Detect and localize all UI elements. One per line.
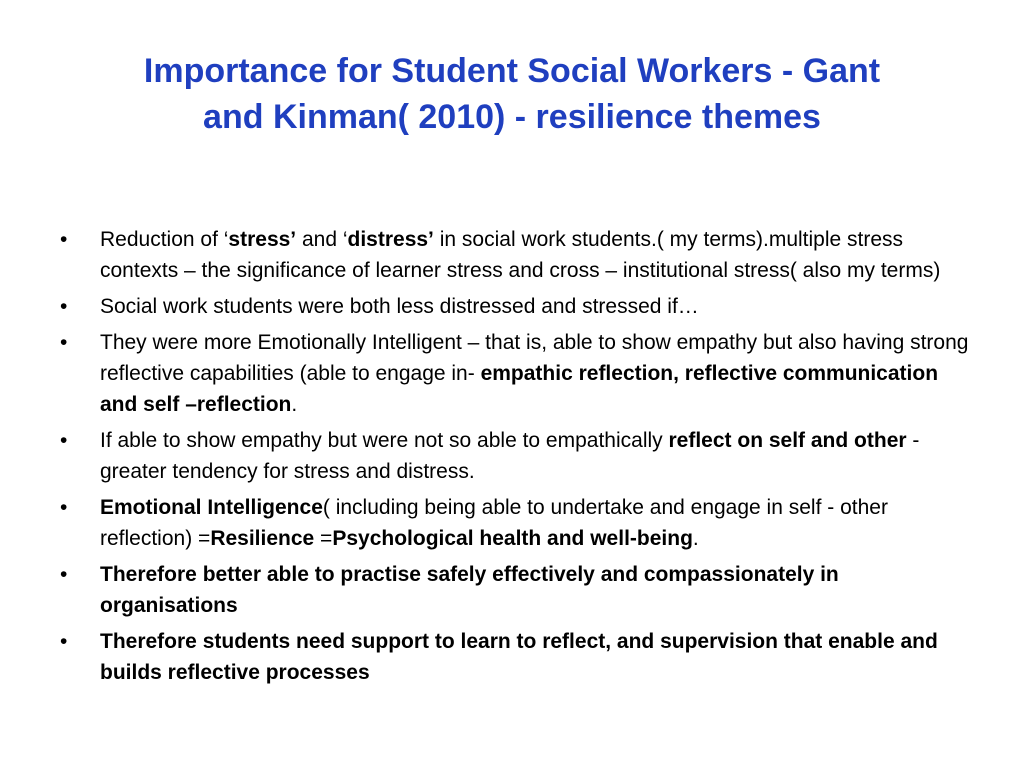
bullet-marker: •: [60, 429, 68, 452]
slide-title-line-2: and Kinman( 2010) - resilience themes: [203, 98, 821, 136]
bold-text-segment: Therefore students need support to learn to reflect, and supervision that enable and builds reflective processes: [100, 630, 938, 684]
bullet-marker: •: [60, 496, 68, 519]
slide-title-line-1: Importance for Student Social Workers - Gant: [143, 52, 881, 90]
bullet-item: [60, 425, 970, 487]
bullet-marker: •: [60, 228, 68, 251]
bold-text-segment: stress’: [228, 228, 297, 251]
bold-text-segment: Emotional Intelligence: [100, 496, 323, 519]
bullet-text: [100, 429, 919, 483]
bullet-text: [100, 331, 968, 416]
bullet-marker: •: [60, 630, 68, 653]
bold-text-segment: empathic reflection, reflective communication and self –reflection: [100, 362, 939, 416]
text-segment: .: [692, 527, 699, 550]
text-segment: in social work students.( my terms).multiple stress contexts – the significance of learner stress and cross – institutional stress( also my terms): [100, 228, 941, 282]
bullet-item: [60, 291, 970, 322]
bullet-item: [60, 224, 970, 286]
text-segment: ( including being able to undertake and engage in self - other reflection) =: [100, 496, 888, 550]
bullet-marker: •: [60, 295, 68, 318]
text-segment: Social work students were both less distressed and stressed if…: [100, 295, 699, 318]
bullet-text: [100, 496, 888, 550]
bullet-list: [60, 224, 970, 693]
text-segment: .: [291, 393, 298, 416]
bullet-marker: •: [60, 563, 68, 586]
bold-text-segment: Therefore better able to practise safely effectively and compassionately in organisations: [100, 563, 839, 617]
slide-title: [40, 48, 984, 140]
text-segment: If able to show empathy but were not so able to empathically: [100, 429, 669, 452]
bold-text-segment: Psychological health and well-being: [332, 527, 693, 550]
bullet-item: [60, 327, 970, 420]
bold-text-segment: reflect on self and other: [668, 429, 907, 452]
bold-text-segment: Resilience: [210, 527, 315, 550]
text-segment: and ‘: [296, 228, 348, 251]
bullet-item: [60, 559, 970, 621]
bullet-text: [100, 630, 938, 684]
bullet-item: [60, 626, 970, 688]
bullet-text: [100, 295, 699, 318]
bullet-text: [100, 563, 839, 617]
bold-text-segment: distress’: [347, 228, 434, 251]
bullet-item: [60, 492, 970, 554]
text-segment: Reduction of ‘: [100, 228, 229, 251]
text-segment: They were more Emotionally Intelligent – that is, able to show empathy but also having strong reflective capabilities (able to engage in-: [100, 331, 969, 385]
text-segment: =: [314, 527, 333, 550]
bullet-marker: •: [60, 331, 68, 354]
bullet-text: [100, 228, 940, 282]
text-segment: - greater tendency for stress and distress.: [100, 429, 920, 483]
